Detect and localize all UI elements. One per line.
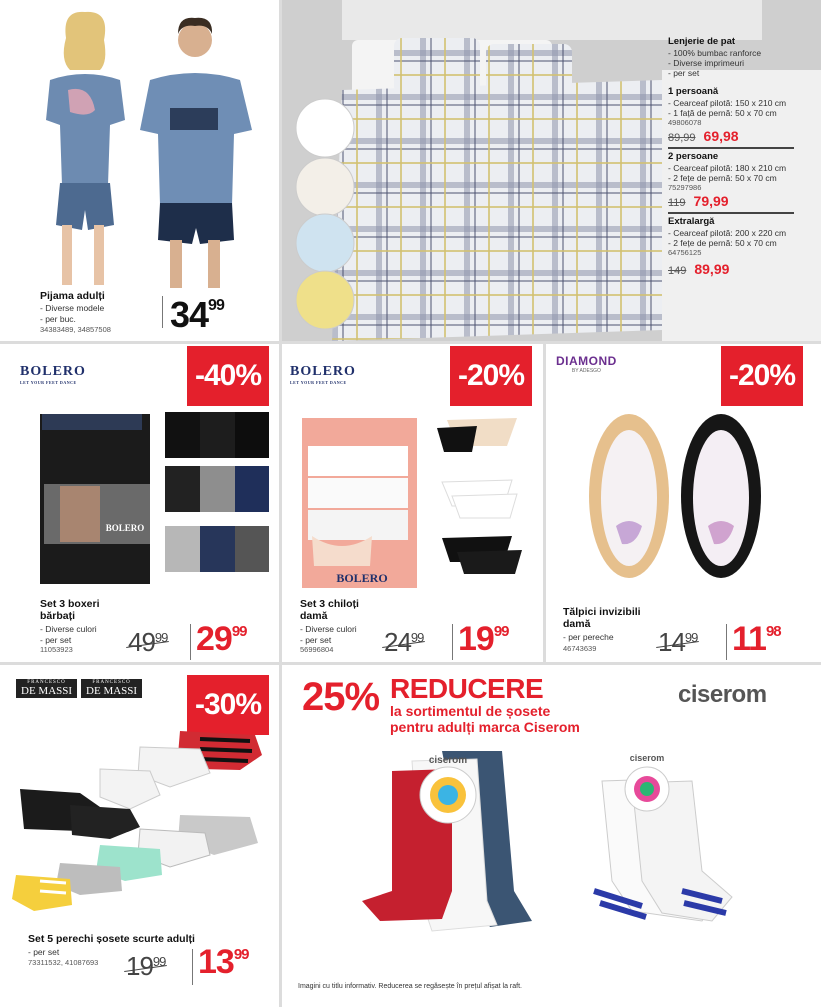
bolero-logo (290, 364, 356, 385)
new-price-dec: 98 (765, 623, 781, 640)
variant-old-price: 119 (668, 197, 686, 209)
product-code: 46743639 (563, 644, 597, 653)
new-price-int: 19 (458, 620, 494, 658)
brand-name: DE MASSI (21, 685, 73, 697)
brand-name: BOLERO (20, 364, 86, 379)
brand-tagline: LET YOUR FEET DANCE (290, 380, 347, 385)
old-price-dec: 99 (410, 630, 424, 645)
product-title: Set 3 chiloți damă (300, 598, 359, 622)
promo-percent: 25% (302, 675, 380, 719)
boxers-image (0, 406, 279, 596)
bedding-variant (668, 216, 818, 277)
old-price-int: 24 (384, 627, 411, 657)
new-price-int: 29 (196, 620, 232, 658)
variant-name: 1 persoană (668, 86, 719, 97)
bedding-detail: - 100% bumbac ranforce (668, 48, 762, 58)
pajama-price-int: 34 (170, 294, 209, 335)
product-code: 56996804 (300, 645, 334, 654)
disclaimer: Imagini cu titlu informativ. Reducerea se regăsește în prețul afișat la raft. (298, 983, 522, 990)
old-price-int: 49 (128, 627, 155, 657)
promo-sub: pentru adulți marca Ciserom (390, 719, 580, 735)
product-detail: - Diverse culori (300, 624, 357, 634)
variant-new-price: 69,98 (703, 128, 739, 144)
liners-panel (546, 344, 821, 662)
pajama-price-dec: 99 (208, 297, 224, 314)
variant-code: 64756125 (668, 248, 702, 257)
old-price-dec: 99 (152, 954, 166, 969)
brand-top: FRANCESCO (92, 680, 131, 685)
brand-name: DE MASSI (86, 685, 138, 697)
bedding-info (668, 36, 818, 277)
new-price-dec: 99 (493, 623, 509, 640)
discount-badge: -20% (450, 346, 532, 406)
discount-badge: -30% (187, 675, 269, 735)
product-detail: - per pereche (563, 632, 614, 642)
pajama-detail: - per buc. (40, 313, 76, 324)
product-detail: - per set (28, 947, 60, 957)
promo-sub: la sortimentul de șosete (390, 703, 551, 719)
brand-sub: BY ADESGO (571, 368, 601, 374)
pack-brand: BOLERO (336, 571, 388, 585)
new-price (196, 620, 247, 659)
variant-detail: - Cearceaf pilotă: 180 x 210 cm (668, 163, 787, 173)
pajama-panel (0, 0, 279, 341)
variant-code: 49806078 (668, 118, 702, 127)
product-detail: - per set (40, 634, 72, 645)
tag-brand: ciserom (428, 755, 468, 766)
pajama-codes: 34383489, 34857508 (40, 325, 111, 334)
briefs-image (282, 406, 543, 596)
variant-detail: - Cearceaf pilotă: 150 x 210 cm (668, 98, 787, 108)
ciserom-socks-image (282, 741, 821, 971)
old-price-int: 19 (126, 951, 153, 981)
bolero-logo (20, 364, 86, 385)
demassi-logo (16, 679, 142, 698)
liners-image (546, 406, 821, 606)
variant-detail: - 2 fețe de pernă: 50 x 70 cm (668, 238, 777, 248)
old-price (126, 951, 165, 982)
bedding-variant (668, 86, 818, 149)
bedding-detail: - Diverse imprimeuri (668, 58, 745, 68)
new-price-dec: 99 (231, 623, 247, 640)
variant-old-price: 89,99 (668, 132, 696, 144)
ciserom-logo: ciserom (678, 681, 767, 708)
variant-old-price: 149 (668, 265, 687, 277)
new-price-int: 11 (732, 620, 766, 658)
discount-badge: -20% (721, 346, 803, 406)
brand-name: BOLERO (290, 364, 356, 379)
product-title: Set 5 perechi șosete scurte adulți (28, 933, 195, 945)
pajama-detail: - Diverse modele (40, 303, 105, 313)
product-detail: - per set (300, 634, 332, 645)
variant-detail: - 2 fețe de pernă: 50 x 70 cm (668, 173, 777, 183)
brand-tagline: LET YOUR FEET DANCE (20, 380, 77, 385)
variant-name: Extralargă (668, 216, 715, 227)
new-price-dec: 99 (233, 946, 249, 963)
old-price (128, 627, 167, 658)
boxers-panel (0, 344, 279, 662)
new-price (732, 620, 781, 659)
variant-new-price: 79,99 (693, 193, 729, 209)
brand-top: FRANCESCO (27, 680, 66, 685)
socks-image (0, 725, 279, 915)
diamond-logo (556, 354, 617, 374)
product-detail: - Diverse culori (40, 624, 97, 634)
variant-code: 75297986 (668, 183, 702, 192)
promo-headline: REDUCERE (390, 673, 544, 704)
ciserom-panel (282, 665, 821, 1007)
bedding-panel (282, 0, 821, 341)
old-price-dec: 99 (684, 630, 698, 645)
product-code: 73311532, 41087693 (28, 958, 99, 967)
bedding-detail: - per set (668, 68, 700, 78)
pajama-price (170, 294, 224, 336)
product-title: Tălpici invizibili damă (563, 606, 641, 630)
pajama-models-image (0, 0, 279, 290)
tag-brand: ciserom (629, 753, 665, 763)
brand-name: DIAMOND (556, 354, 617, 368)
old-price-int: 14 (658, 627, 685, 657)
product-title: Set 3 boxeri bărbați (40, 598, 100, 622)
bedding-title: Lenjerie de pat (668, 36, 736, 47)
socks-panel (0, 665, 279, 1007)
variant-new-price: 89,99 (694, 261, 730, 277)
old-price (658, 627, 697, 658)
bedding-variant (668, 151, 818, 214)
old-price (384, 627, 423, 658)
briefs-panel (282, 344, 543, 662)
new-price (458, 620, 509, 659)
variant-detail: - Cearceaf pilotă: 200 x 220 cm (668, 228, 787, 238)
pack-brand: BOLERO (105, 523, 145, 533)
discount-badge: -40% (187, 346, 269, 406)
product-code: 11053923 (40, 645, 73, 654)
old-price-dec: 99 (154, 630, 168, 645)
new-price-int: 13 (198, 943, 234, 981)
variant-detail: - 1 față de pernă: 50 x 70 cm (668, 108, 777, 118)
variant-name: 2 persoane (668, 151, 719, 162)
pajama-title: Pijama adulți (40, 290, 105, 302)
new-price (198, 943, 249, 982)
